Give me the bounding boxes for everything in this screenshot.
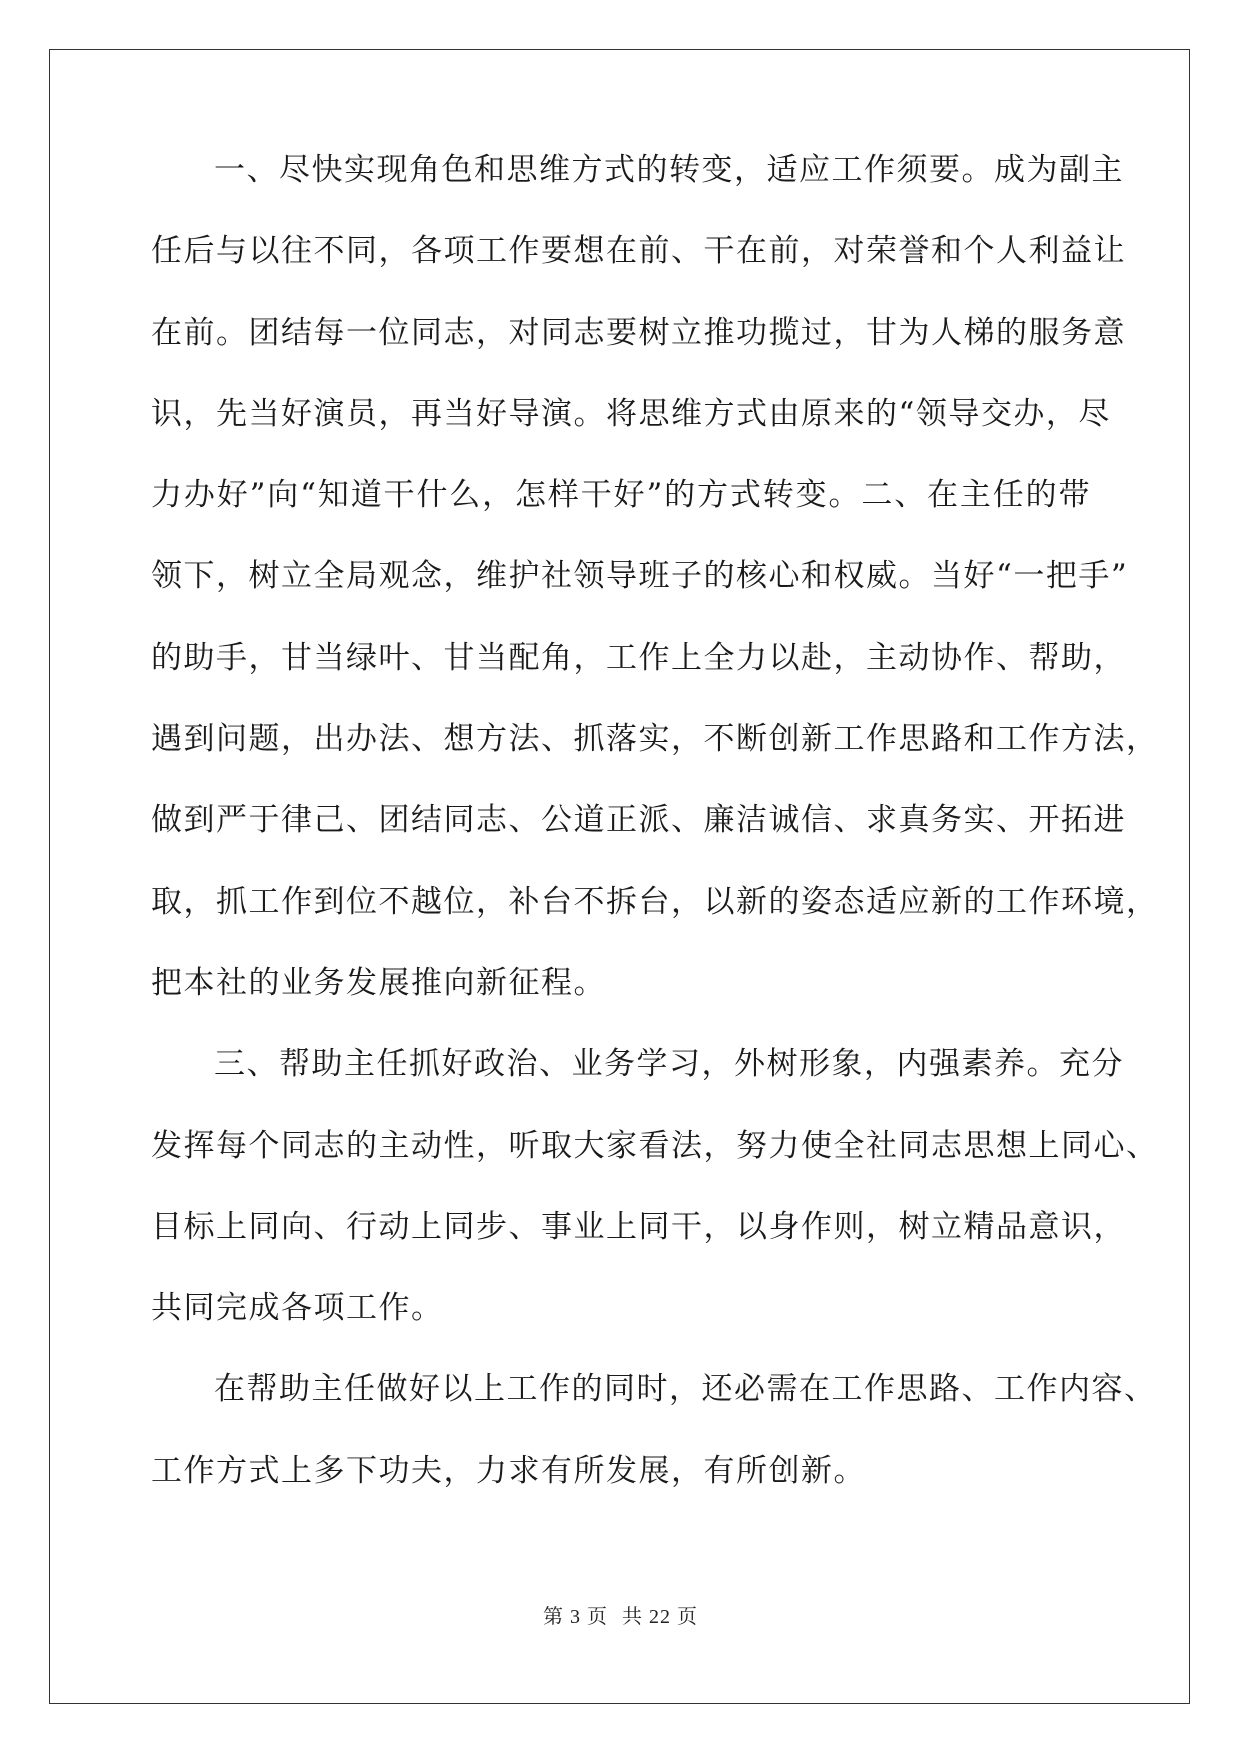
paragraph-1-line-4: 识，先当好演员，再当好导演。将思维方式由原来的“领导交办，尽: [151, 395, 1111, 432]
paragraph-2-line-4: 共同完成各项工作。: [151, 1290, 444, 1327]
paragraph-1-line-3: 在前。团结每一位同志，对同志要树立推功揽过，甘为人梯的服务意: [151, 314, 1126, 351]
paragraph-1-line-9: 做到严于律己、团结同志、公道正派、廉洁诚信、求真务实、开拓进: [151, 802, 1126, 839]
paragraph-1-line-1: 一、尽快实现角色和思维方式的转变，适应工作须要。成为副主: [214, 152, 1124, 188]
paragraph-3-line-1: 在帮助主任做好以上工作的同时，还必需在工作思路、工作内容、: [214, 1371, 1157, 1408]
paragraph-2-line-3: 目标上同向、行动上同步、事业上同干，以身作则，树立精品意识，: [151, 1208, 1126, 1245]
paragraph-1-line-5: 力办好”向“知道干什么，怎样干好”的方式转变。二、在主任的带: [151, 477, 1091, 514]
page-footer: [0, 1600, 1241, 1629]
paragraph-3-line-2: 工作方式上多下功夫，力求有所发展，有所创新。: [151, 1452, 866, 1489]
paragraph-1-line-10: 取，抓工作到位不越位，补台不拆台，以新的姿态适应新的工作环境，: [151, 883, 1159, 920]
paragraph-2-line-1: 三、帮助主任抓好政治、业务学习，外树形象，内强素养。充分: [214, 1046, 1124, 1083]
paragraph-1-line-7: 的助手，甘当绿叶、甘当配角，工作上全力以赴，主动协作、帮助，: [151, 639, 1126, 676]
page-total: 共 22 页: [622, 1606, 698, 1628]
page-number: 第 3 页: [543, 1606, 608, 1628]
paragraph-1-line-11: 把本社的业务发展推向新征程。: [151, 964, 606, 1001]
paragraph-1-line-8: 遇到问题，出办法、想方法、抓落实，不断创新工作思路和工作方法，: [151, 721, 1159, 758]
paragraph-2-line-2: 发挥每个同志的主动性，听取大家看法，努力使全社同志思想上同心、: [151, 1127, 1159, 1164]
document-body: [151, 150, 1159, 1532]
paragraph-1-line-2: 任后与以往不同，各项工作要想在前、干在前，对荣誉和个人利益让: [151, 233, 1126, 270]
paragraph-1-line-6: 领下，树立全局观念，维护社领导班子的核心和权威。当好“一把手”: [151, 558, 1129, 595]
